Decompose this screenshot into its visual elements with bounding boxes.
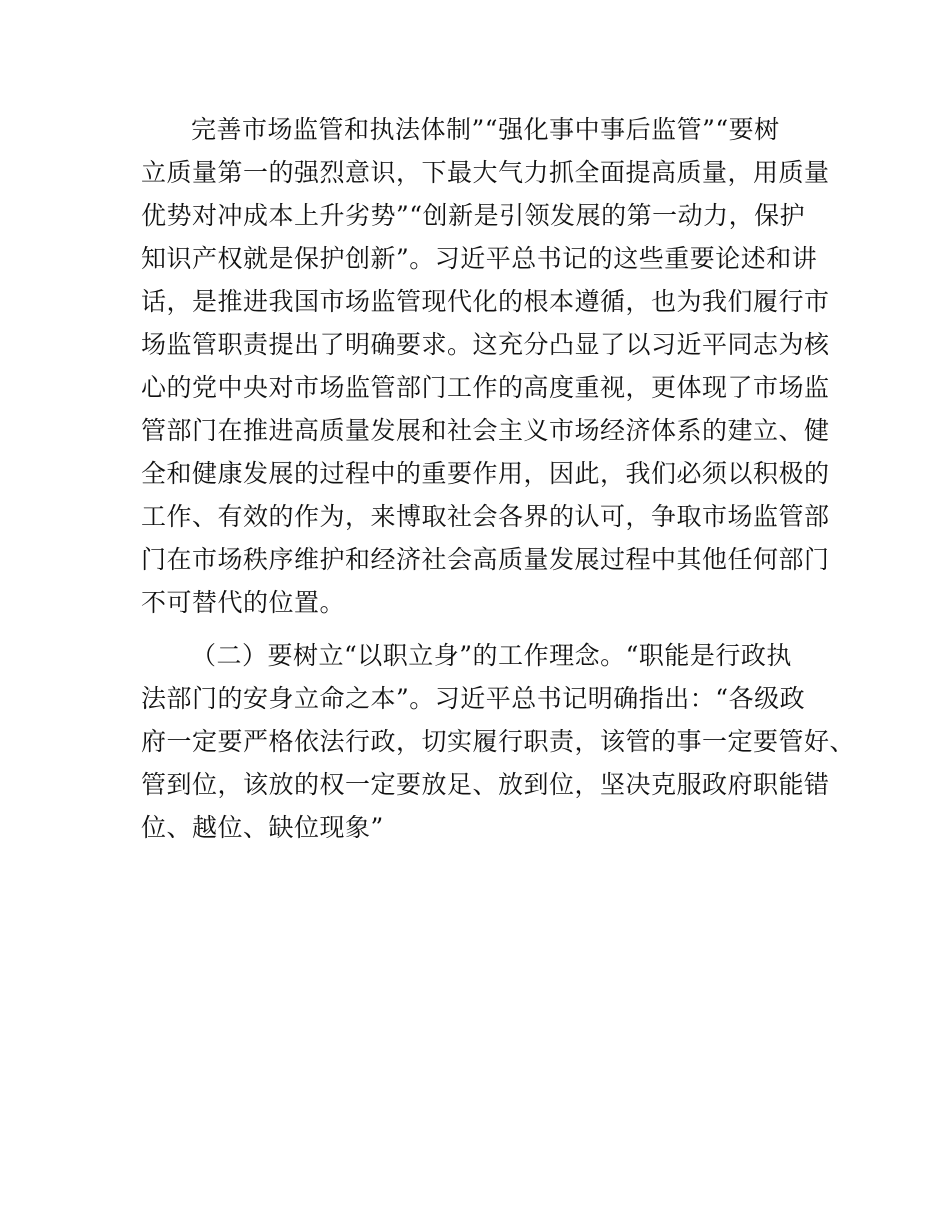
text-line: 位、越位、缺位现象” [141, 813, 384, 842]
paragraph-spacer [141, 624, 831, 634]
text-line: 府一定要严格依法行政，切实履行职责，该管的事一定要管好、 [141, 727, 856, 756]
text-line: 话，是推进我国市场监管现代化的根本遵循，也为我们履行市 [141, 287, 830, 316]
text-line: 管部门在推进高质量发展和社会主义市场经济体系的建立、健 [141, 416, 830, 445]
text-line: 不可替代的位置。 [141, 588, 346, 617]
text-line: 心的党中央对市场监管部门工作的高度重视，更体现了市场监 [141, 373, 830, 402]
text-line: 立质量第一的强烈意识，下最大气力抓全面提高质量，用质量 [141, 158, 830, 187]
text-line: 场监管职责提出了明确要求。这充分凸显了以习近平同志为核 [141, 330, 830, 359]
paragraph-1 [141, 108, 831, 624]
text-line: 门在市场秩序维护和经济社会高质量发展过程中其他任何部门 [141, 545, 830, 574]
document-body [141, 108, 856, 849]
text-line: 工作、有效的作为，来博取社会各界的认可，争取市场监管部 [141, 502, 830, 531]
text-line: （二）要树立“以职立身”的工作理念。“职能是行政执 [191, 641, 792, 670]
text-line: 知识产权就是保护创新”。习近平总书记的这些重要论述和讲 [141, 244, 818, 273]
text-line: 优势对冲成本上升劣势”“创新是引领发展的第一动力，保护 [141, 201, 806, 230]
text-line: 管到位，该放的权一定要放足、放到位，坚决克服政府职能错 [141, 770, 830, 799]
text-line: 全和健康发展的过程中的重要作用，因此，我们必须以积极的 [141, 459, 830, 488]
paragraph-2 [141, 634, 856, 849]
text-line: 法部门的安身立命之本”。习近平总书记明确指出：“各级政 [141, 684, 806, 713]
text-line: 完善市场监管和执法体制”“强化事中事后监管”“要树 [191, 115, 780, 144]
